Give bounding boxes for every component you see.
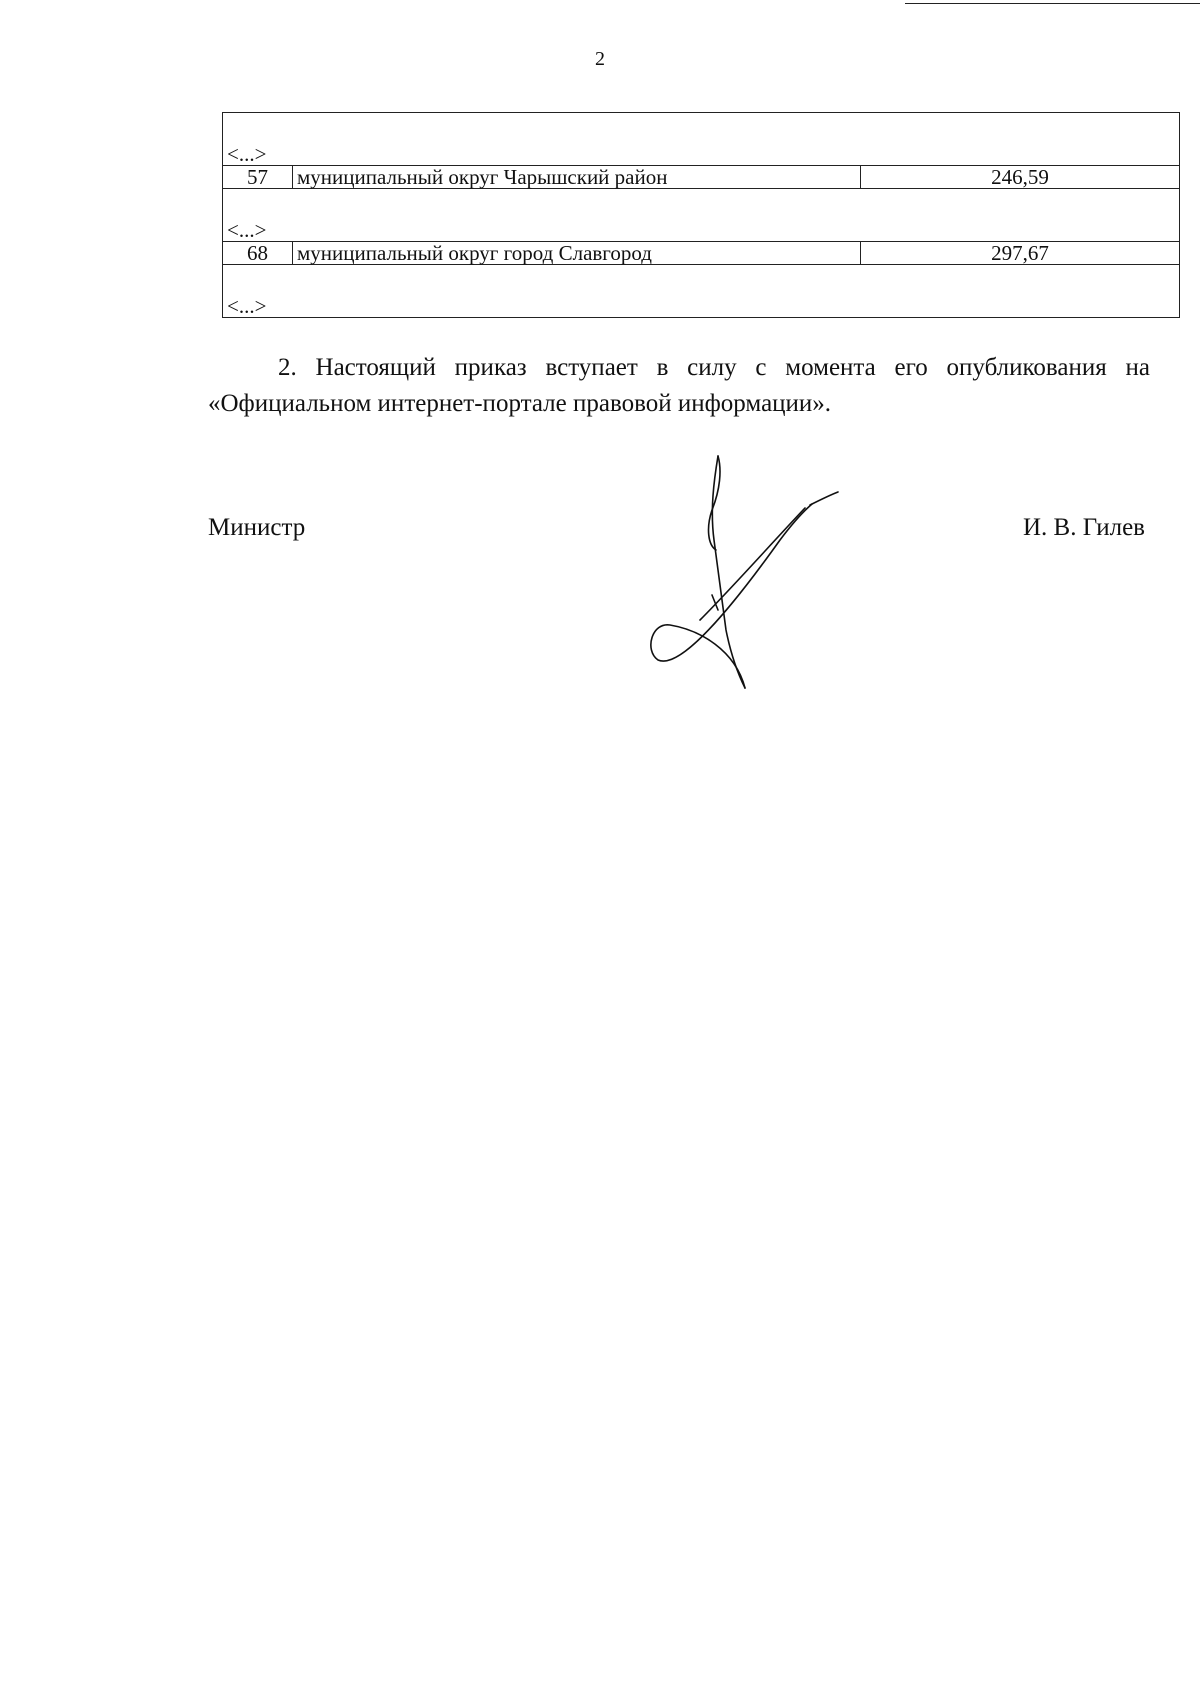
- municipality-value: 297,67: [861, 242, 1180, 265]
- signatory-name: И. В. Гилев: [1023, 514, 1145, 541]
- table-row: [223, 166, 1180, 189]
- handwritten-signature: [640, 450, 860, 695]
- municipality-value: 246,59: [861, 166, 1180, 189]
- municipality-name: муниципальный округ Чарышский район: [293, 166, 861, 189]
- page-number: 2: [595, 48, 605, 70]
- signatory-position: Министр: [208, 514, 306, 541]
- municipality-name: муниципальный округ город Славгород: [293, 242, 861, 265]
- row-number: 57: [223, 166, 293, 189]
- top-edge-rule: [905, 3, 1200, 4]
- table-row-omission: [223, 113, 1180, 166]
- paragraph-text: 2. Настоящий приказ вступает в силу с момента его опубликования на «Официальном интернет-портале правовой информации».: [208, 354, 1150, 417]
- order-paragraph: [208, 350, 1150, 422]
- omission-marker: <...>: [223, 265, 1180, 318]
- table-row: [223, 242, 1180, 265]
- excerpt-table: [222, 112, 1180, 318]
- omission-marker: <...>: [223, 189, 1180, 242]
- table-row-omission: [223, 265, 1180, 318]
- table-row-omission: [223, 189, 1180, 242]
- omission-marker: <...>: [223, 113, 1180, 166]
- row-number: 68: [223, 242, 293, 265]
